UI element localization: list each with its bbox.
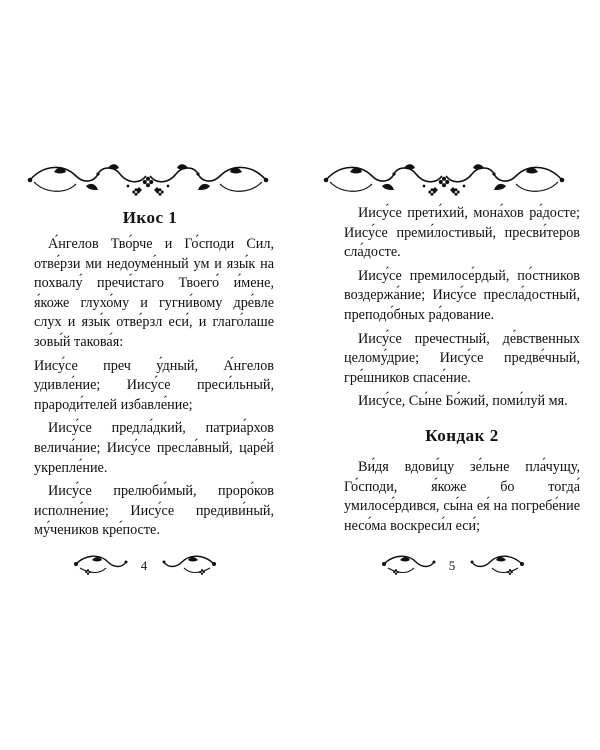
page-footer <box>380 552 530 578</box>
paragraph: Иису́се прети́хий, мона́хов ра́досте; Иису́се преми́лостивый, пресви́теров сла́досте. <box>344 205 580 261</box>
paragraph: Иису́се предла́дкий, патриа́рхов велича́ние; Иису́се пресла́вный, царе́й укрепле́ние. <box>34 420 274 476</box>
right-page-text-bottom <box>344 458 580 540</box>
floral-scroll-ornament-icon <box>320 160 568 198</box>
ikos-heading: Икос 1 <box>122 208 178 227</box>
floral-flourish-icon <box>380 552 440 576</box>
page-footer <box>72 552 222 578</box>
right-page <box>300 0 600 750</box>
paragraph: Иису́се, Сы́не Бо́жий, поми́луй мя. <box>358 393 568 410</box>
left-page-text <box>34 235 274 545</box>
floral-flourish-icon <box>72 552 132 576</box>
floral-flourish-icon <box>158 552 218 576</box>
floral-scroll-ornament-icon <box>24 160 272 198</box>
right-page-text-top <box>344 204 580 416</box>
paragraph: Ви́дя вдови́цу зе́льне пла́чущу, Го́споди, я́коже бо тогда́ умилосе́рдився, сы́на ея́ на погребе́ние несо́ма воскреси́л еси́; <box>344 459 580 534</box>
kondak-heading: Кондак 2 <box>425 426 499 445</box>
paragraph: Иису́се премилосе́рдый, по́стников воздержа́ние; Иису́се пресла́достный, преподо́бных ра́дование. <box>344 267 580 323</box>
paragraph: Иису́се прелюби́мый, проро́ков исполне́ние; Иису́се предиви́ный, му́чеников кре́посте. <box>34 483 274 539</box>
page-number: 4 <box>140 558 148 573</box>
paragraph: Иису́се пречестный, де́вственных целому́дрие; Иису́се предве́чный, гре́шников спасе́ние. <box>344 330 580 386</box>
paragraph: Иису́се преч у́дный, А́нгелов удивле́ние; Иису́се преси́льный, прароди́телей избавле́ние; <box>34 357 274 413</box>
paragraph: А́нгелов Тво́рче и Го́споди Сил, отве́рзи ми недоуме́нный ум и язы́к на похвалу́ пречи́стаго Твоего́ и́мене, я́коже глухо́му и гугни́вому дре́вле слух и язы́к отве́рзл еси́, и глаго́лаше зовы́й такова́я: <box>34 236 274 350</box>
page-number: 5 <box>448 558 456 573</box>
floral-flourish-icon <box>466 552 526 576</box>
